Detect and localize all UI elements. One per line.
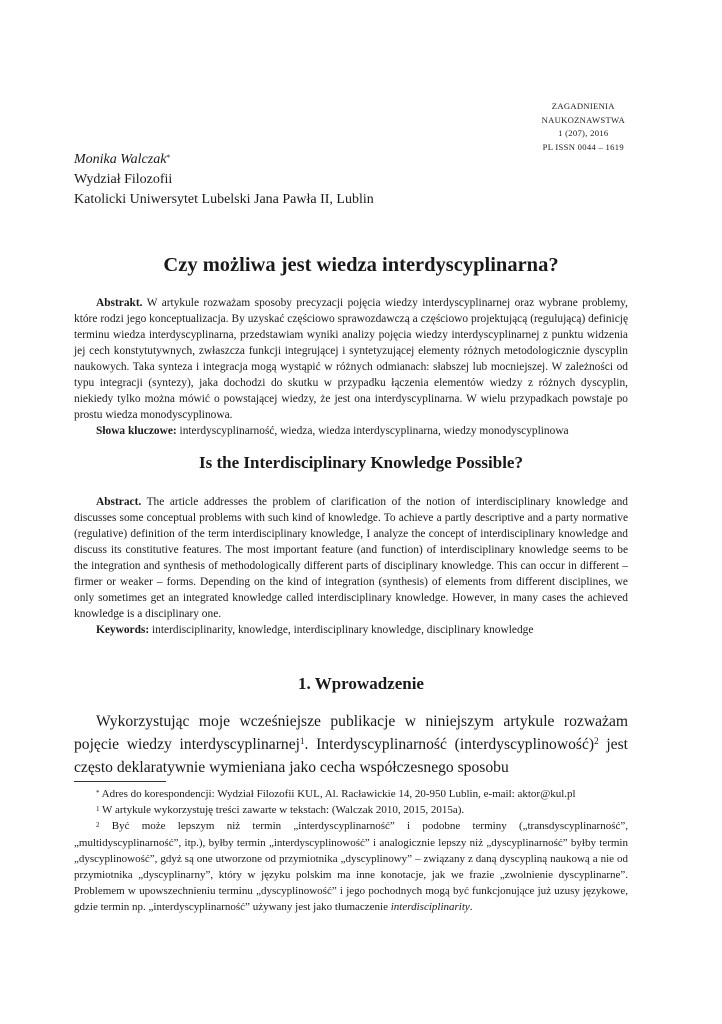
footnote-2-end: . xyxy=(469,901,473,914)
abstract-pl xyxy=(74,295,628,439)
abstract-en-text xyxy=(74,494,628,622)
footnote-1-text: W artykule wykorzystuję treści zawarte w tekstach: (Walczak 2010, 2015, 2015a). xyxy=(99,804,465,817)
keywords-pl-list: interdyscyplinarność, wiedza, wiedza interdyscyplinarna, wiedzy monodyscyplinowa xyxy=(176,425,569,437)
keywords-pl-label: Słowa kluczowe: xyxy=(96,425,177,437)
footnote-ref-2[interactable]: 2 xyxy=(594,736,599,746)
footnote-star-mark: * xyxy=(96,789,100,797)
footnote-2-mark: 2 xyxy=(96,821,100,830)
footnote-1-mark: 1 xyxy=(96,805,100,814)
journal-header xyxy=(542,100,625,154)
journal-issue: 1 (207), 2016 xyxy=(558,128,609,139)
author-university: Katolicki Uniwersytet Lubelski Jana Pawła II, Lublin xyxy=(74,192,374,207)
keywords-pl xyxy=(74,423,628,439)
footnote-star-text: Adres do korespondencji: Wydział Filozofii KUL, Al. Racławickie 14, 20-950 Lublin, e-mail: aktor@kul.pl xyxy=(99,788,576,800)
journal-issn: PL ISSN 0044 – 1619 xyxy=(542,141,624,152)
body-part3: jest często deklaratywnie wymieniana jako cecha współczesnego sposobu xyxy=(74,736,629,776)
author-name-text: Monika Walczak xyxy=(74,152,167,167)
author-block xyxy=(74,150,374,210)
abstract-en xyxy=(74,494,628,638)
author-name xyxy=(74,150,374,170)
footnote-star xyxy=(74,786,628,802)
body-part2: . Interdyscyplinarność (interdyscyplinowość) xyxy=(304,736,595,753)
journal-name-line2: NAUKOZNAWSTWA xyxy=(541,114,625,125)
footnote-1 xyxy=(74,802,628,818)
body-text xyxy=(74,710,628,779)
section-heading: 1. Wprowadzenie xyxy=(298,674,424,693)
body-paragraph xyxy=(74,710,628,779)
author-department: Wydział Filozofii xyxy=(74,172,173,187)
footnote-2-italic: interdisciplinarity xyxy=(390,901,470,914)
abstract-en-body: The article addresses the problem of clarification of the notion of interdisciplinary knowledge and discusses some conceptual problems with such kind of knowledge. To achieve a partly descriptive and a party normative (regulative) definition of the term interdisciplinary knowledge, I analyze the concept of interdisciplinary knowledge and discuss its constitutive features. The most important feature (and function) of interdisciplinary knowledge seems to be the integration and synthesis of methodologically different parts of disciplinary knowledge. This can occur in different – firmer or weaker – forms. Depending on the kind of integration (synthesis) of elements from different disciplines, we only sometimes get an integrated knowledge called interdisciplinary knowledge. However, in many cases the achieved knowledge is a disciplinary one. xyxy=(74,496,628,620)
abstract-en-label: Abstract. xyxy=(96,496,142,508)
abstract-pl-body: W artykule rozważam sposoby precyzacji pojęcia wiedzy interdyscyplinarnej oraz wybrane problemy, które rodzi jego konceptualizacja. By uzyskać częściowo sprawozdawczą a częściowo projektującą (regulującą) definicję terminu wiedza interdyscyplinarna, przedstawiam wyniki analizy pojęcia wiedzy interdyscyplinarnej z punktu widzenia jej cech konstytutywnych, zwłaszcza funkcji integrującej i syntetyzującej elementy różnych metodologicznie dyscyplin naukowych. Taka synteza i integracja mogą wystąpić w różnych odmianach: słabszej lub mocniejszej. W zależności od typu integracji (syntezy), jaka dochodzi do skutku w przypadku łączenia elementów wiedzy z różnych dyscyplin, niekiedy tylko można mówić o powstającej wiedzy, że jest ona interdyscyplinarna. W wielu przypadkach powstaje po prostu wiedza monodyscyplinowa. xyxy=(74,297,628,421)
footnote-ref-1[interactable]: 1 xyxy=(299,736,305,746)
footnotes xyxy=(74,786,628,916)
footnote-separator xyxy=(74,781,166,782)
author-footnote-mark[interactable]: * xyxy=(166,153,171,162)
abstract-pl-label: Abstrakt. xyxy=(96,297,143,309)
keywords-en-label: Keywords: xyxy=(96,624,150,636)
article-title-en: Is the Interdisciplinary Knowledge Possible? xyxy=(199,453,523,472)
keywords-en xyxy=(74,622,628,638)
body-part1: Wykorzystując moje wcześniejsze publikacje w niniejszym artykule rozważam pojęcie wiedzy interdyscyplinarnej xyxy=(74,713,628,753)
abstract-pl-text xyxy=(74,295,628,423)
journal-name-line1: ZAGADNIENIA xyxy=(551,101,615,111)
footnote-2 xyxy=(74,818,628,915)
footnote-2-text: Być może lepszym niż termin „interdyscyplinarność” i podobne terminy („transdyscyplinarność”, „multidyscyplinarność”, itp.), byłby termin „interdyscyplinowość” i analogicznie lepszy niż „dyscyplinarność” byłby termin „dyscyplinowość”, gdyż są one utworzone od przymiotnika „dyscyplinowy” – związany z daną dyscypliną naukową a nie od przymiotnika „dyscyplinarny”, który w języku polskim ma inne konotacje, jak we frazie „zwolnienie dyscyplinarne”. Problemem w upowszechnieniu terminu „dyscyplinowość” i jego pochodnych mogą być funkcjonujące już uzusy językowe, gdzie termin np. „interdyscyplinarność” używany jest jako tłumaczenie xyxy=(74,820,628,914)
keywords-en-list: interdisciplinarity, knowledge, interdisciplinary knowledge, disciplinary knowledge xyxy=(149,624,534,636)
article-title-pl: Czy możliwa jest wiedza interdyscyplinarna? xyxy=(163,254,559,276)
